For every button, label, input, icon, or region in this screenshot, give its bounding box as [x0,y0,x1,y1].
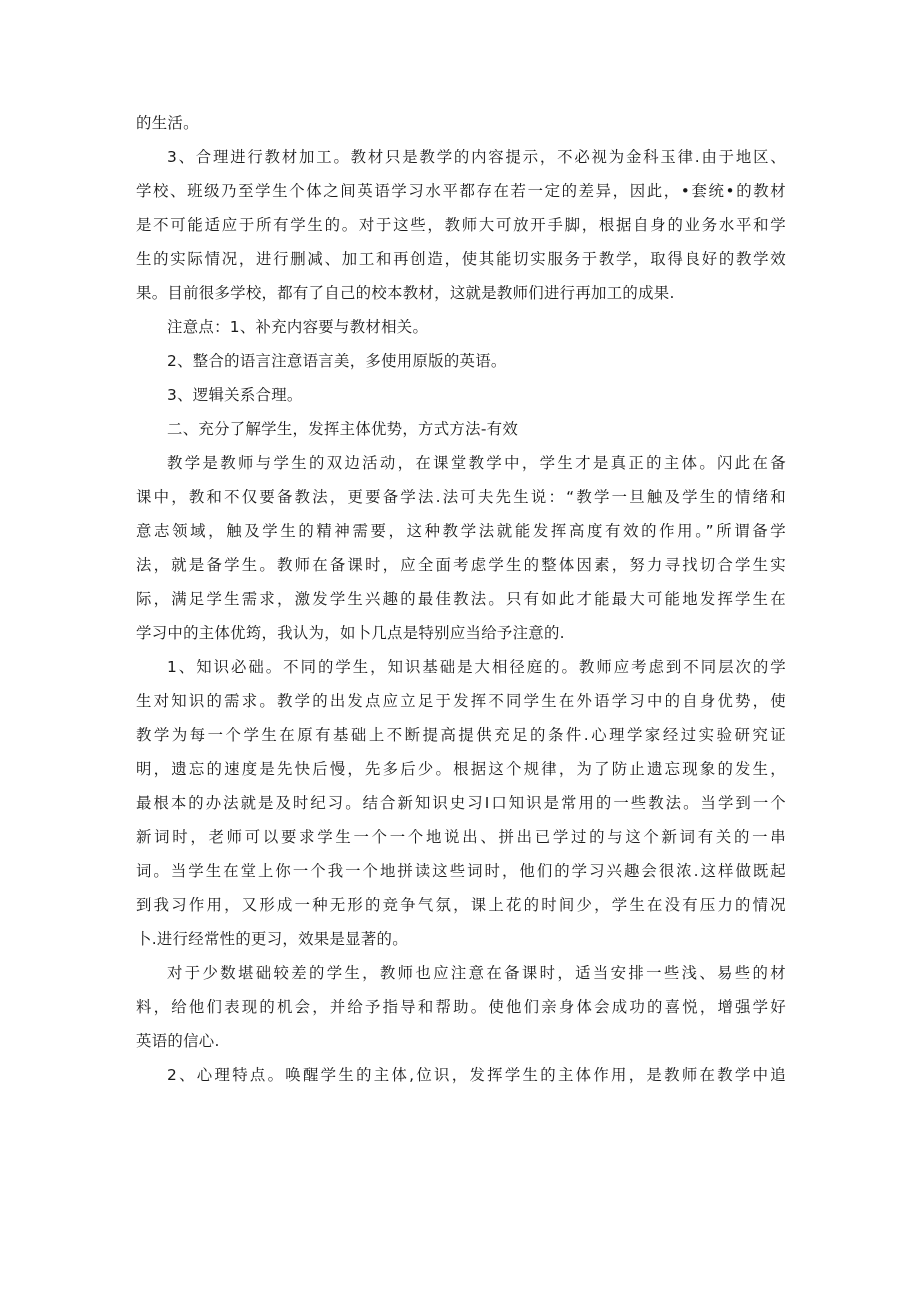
paragraph-line: 到我习作用，又形成一种无形的竞争气氛，课上花的时间少，学生在没有压力的情况 [136,896,786,914]
paragraph-3-line: 果。目前很多学校，都有了自己的校本教材，这就是教师们进行再加工的成果. [136,284,675,302]
paragraph-line: 1、知识必础。不同的学生，知识基础是大相径庭的。教师应考虑到不同层次的学 [167,658,786,676]
paragraph-line: 意志领域，触及学生的精神需要，这种教学法就能发挥高度有效的作用。”所谓备学 [136,522,786,540]
paragraph-line: 教学为每一个学生在原有基础上不断提高提供充足的条件.心理学家经过实验研究证 [136,726,786,744]
paragraph-line: 卜.进行经常性的更习，效果是显著的。 [136,930,408,948]
note-item: 2、整合的语言注意语言美，多使用原版的英语。 [167,352,507,370]
paragraph-line: 课中，教和不仅要备教法，更要备学法.法可夫先生说：“教学一旦触及学生的情绪和 [136,488,786,506]
paragraph-line: 英语的信心. [136,1032,220,1050]
note-heading: 注意点：1、补充内容要与教材相关。 [167,318,429,336]
paragraph-line: 学习中的主体优筠，我认为，如卜几点是特别应当给予注意的. [136,624,565,642]
paragraph-3-line: 生的实际情况，进行删减、加工和再创造，使其能切实服务于教学，取得良好的教学效 [136,250,786,268]
section-heading: 二、充分了解学生，发挥主体优势，方式方法-有效 [167,420,519,438]
paragraph-line: 2、心理特点。唤醒学生的主体,位识，发挥学生的主体作用，是教师在教学中追 [167,1066,786,1084]
paragraph-3-line: 学校、班级乃至学生个体之间英语学习水平都存在若一定的差异，因此，•套统•的教材 [136,182,786,200]
document-body [136,113,786,1085]
paragraph-line: 明，遗忘的速度是先快后慢，先多后少。根据这个规律，为了防止遗忘现象的发生， [136,760,786,778]
paragraph-line: 法，就是备学生。教师在备课时，应全面考虑学生的整体因素，努力寻找切合学生实 [136,556,786,574]
paragraph-line: 最根本的办法就是及时纪习。结合新知识史习I口知识是常用的一些教法。当学到一个 [136,794,786,812]
paragraph-line: 教学是教师与学生的双边活动，在课堂教学中，学生才是真正的主体。闪此在备 [167,454,786,472]
paragraph-line: 料，给他们表现的机会，并给予指导和帮助。使他们亲身体会成功的喜悦，增强学好 [136,998,786,1016]
paragraph-line: 对于少数堪础较差的学生，教师也应注意在备课时，适当安排一些浅、易些的材 [167,964,786,982]
paragraph-line: 词。当学生在堂上你一个我一个地拼读这些词时，他们的学习兴趣会很浓.这样做既起 [136,862,786,880]
paragraph-line: 新词时，老师可以要求学生一个一个地说出、拼出已学过的与这个新词有关的一串 [136,828,786,846]
paragraph-3-line: 是不可能适应于所有学生的。对于这些，教师大可放开手脚，根据自身的业务水平和学 [136,216,786,234]
paragraph-line: 际，满足学生需求，激发学生兴趣的最佳教法。只有如此才能最大可能地发挥学生在 [136,590,786,608]
text-line: 的生活。 [136,114,199,132]
paragraph-3-line: 3、合理进行教材加工。教材只是教学的内容提示，不必视为金科玉律.由于地区、 [167,148,786,166]
note-item: 3、逻辑关系合理。 [167,386,303,404]
paragraph-line: 生对知识的需求。教学的出发点应立足于发挥不同学生在外语学习中的自身优势，使 [136,692,786,710]
